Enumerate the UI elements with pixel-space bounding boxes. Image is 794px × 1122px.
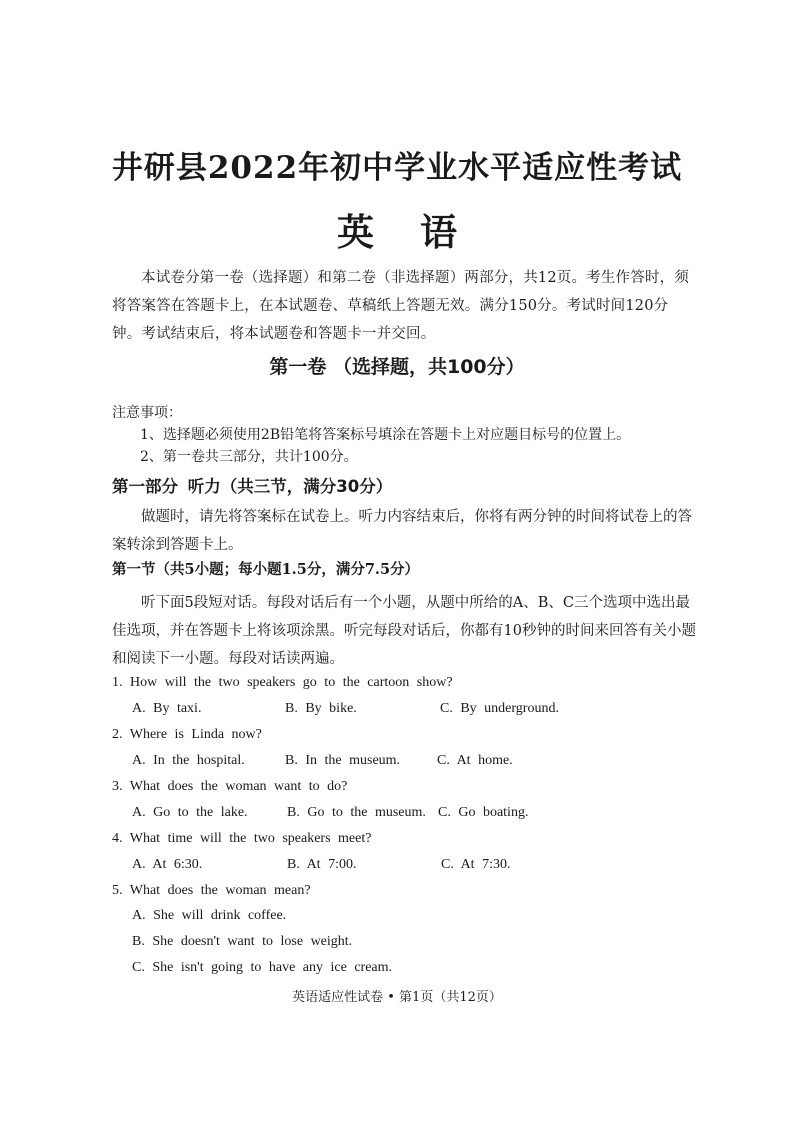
option-3b: B. Go to the museum.: [287, 805, 426, 820]
part1-title: 第一部分 听力（共三节，满分30分）: [112, 477, 393, 496]
option-3c: C. Go boating.: [438, 805, 529, 820]
option-1a: A. By taxi.: [132, 701, 202, 716]
option-2c: C. At home.: [437, 753, 513, 768]
option-5b: B. She doesn't want to lose weight.: [132, 934, 353, 949]
option-2a: A. In the hospital.: [132, 753, 245, 768]
option-4a: A. At 6:30.: [132, 857, 203, 872]
section1-instruction: 听下面5段短对话。每段对话后有一个小题，从题中所给的A、B、C三个选项中选出最佳选项，并在答题卡上将该项涂黑。听完每段对话后，你都有10秒钟的时间来回答有关小题和阅读下一小题。每段对话读两遍。: [112, 595, 696, 667]
option-4c: C. At 7:30.: [441, 857, 511, 872]
question-2: 2. Where is Linda now?: [112, 727, 262, 742]
option-4b: B. At 7:00.: [287, 857, 357, 872]
note-item: 1、选择题必须使用2B铅笔将答案标号填涂在答题卡上对应题目标号的位置上。: [140, 427, 631, 443]
notes-heading: 注意事项：: [112, 405, 182, 421]
option-1b: B. By bike.: [285, 701, 357, 716]
option-5a: A. She will drink coffee.: [132, 908, 287, 923]
question-5: 5. What does the woman mean?: [112, 883, 311, 898]
part1-instruction: 做题时，请先将答案标在试卷上。听力内容结束后，你将有两分钟的时间将试卷上的答案转涂到答题卡上。: [112, 509, 692, 553]
question-4: 4. What time will the two speakers meet?: [112, 831, 372, 846]
question-1: 1. How will the two speakers go to the cartoon show?: [112, 675, 453, 690]
note-item: 2、第一卷共三部分，共计100分。: [140, 449, 358, 465]
option-1c: C. By underground.: [440, 701, 559, 716]
option-2b: B. In the museum.: [285, 753, 401, 768]
exam-title: 井研县2022年初中学业水平适应性考试: [111, 150, 683, 186]
option-5c: C. She isn't going to have any ice cream.: [132, 960, 393, 975]
volume-title: 第一卷 （选择题，共100分）: [269, 356, 525, 378]
option-3a: A. Go to the lake.: [132, 805, 248, 820]
page-footer: 英语适应性试卷 • 第1页（共12页）: [292, 990, 502, 1005]
question-3: 3. What does the woman want to do?: [112, 779, 348, 794]
subject-title: 英语: [337, 210, 503, 254]
section1-title: 第一节（共5小题；每小题1.5分，满分7.5分）: [112, 561, 420, 578]
intro-paragraph: 本试卷分第一卷（选择题）和第二卷（非选择题）两部分，共12页。考生作答时，须将答案答在答题卡上，在本试题卷、草稿纸上答题无效。满分150分。考试时间120分钟。考试结束后，将本试题卷和答题卡一并交回。: [112, 270, 690, 342]
